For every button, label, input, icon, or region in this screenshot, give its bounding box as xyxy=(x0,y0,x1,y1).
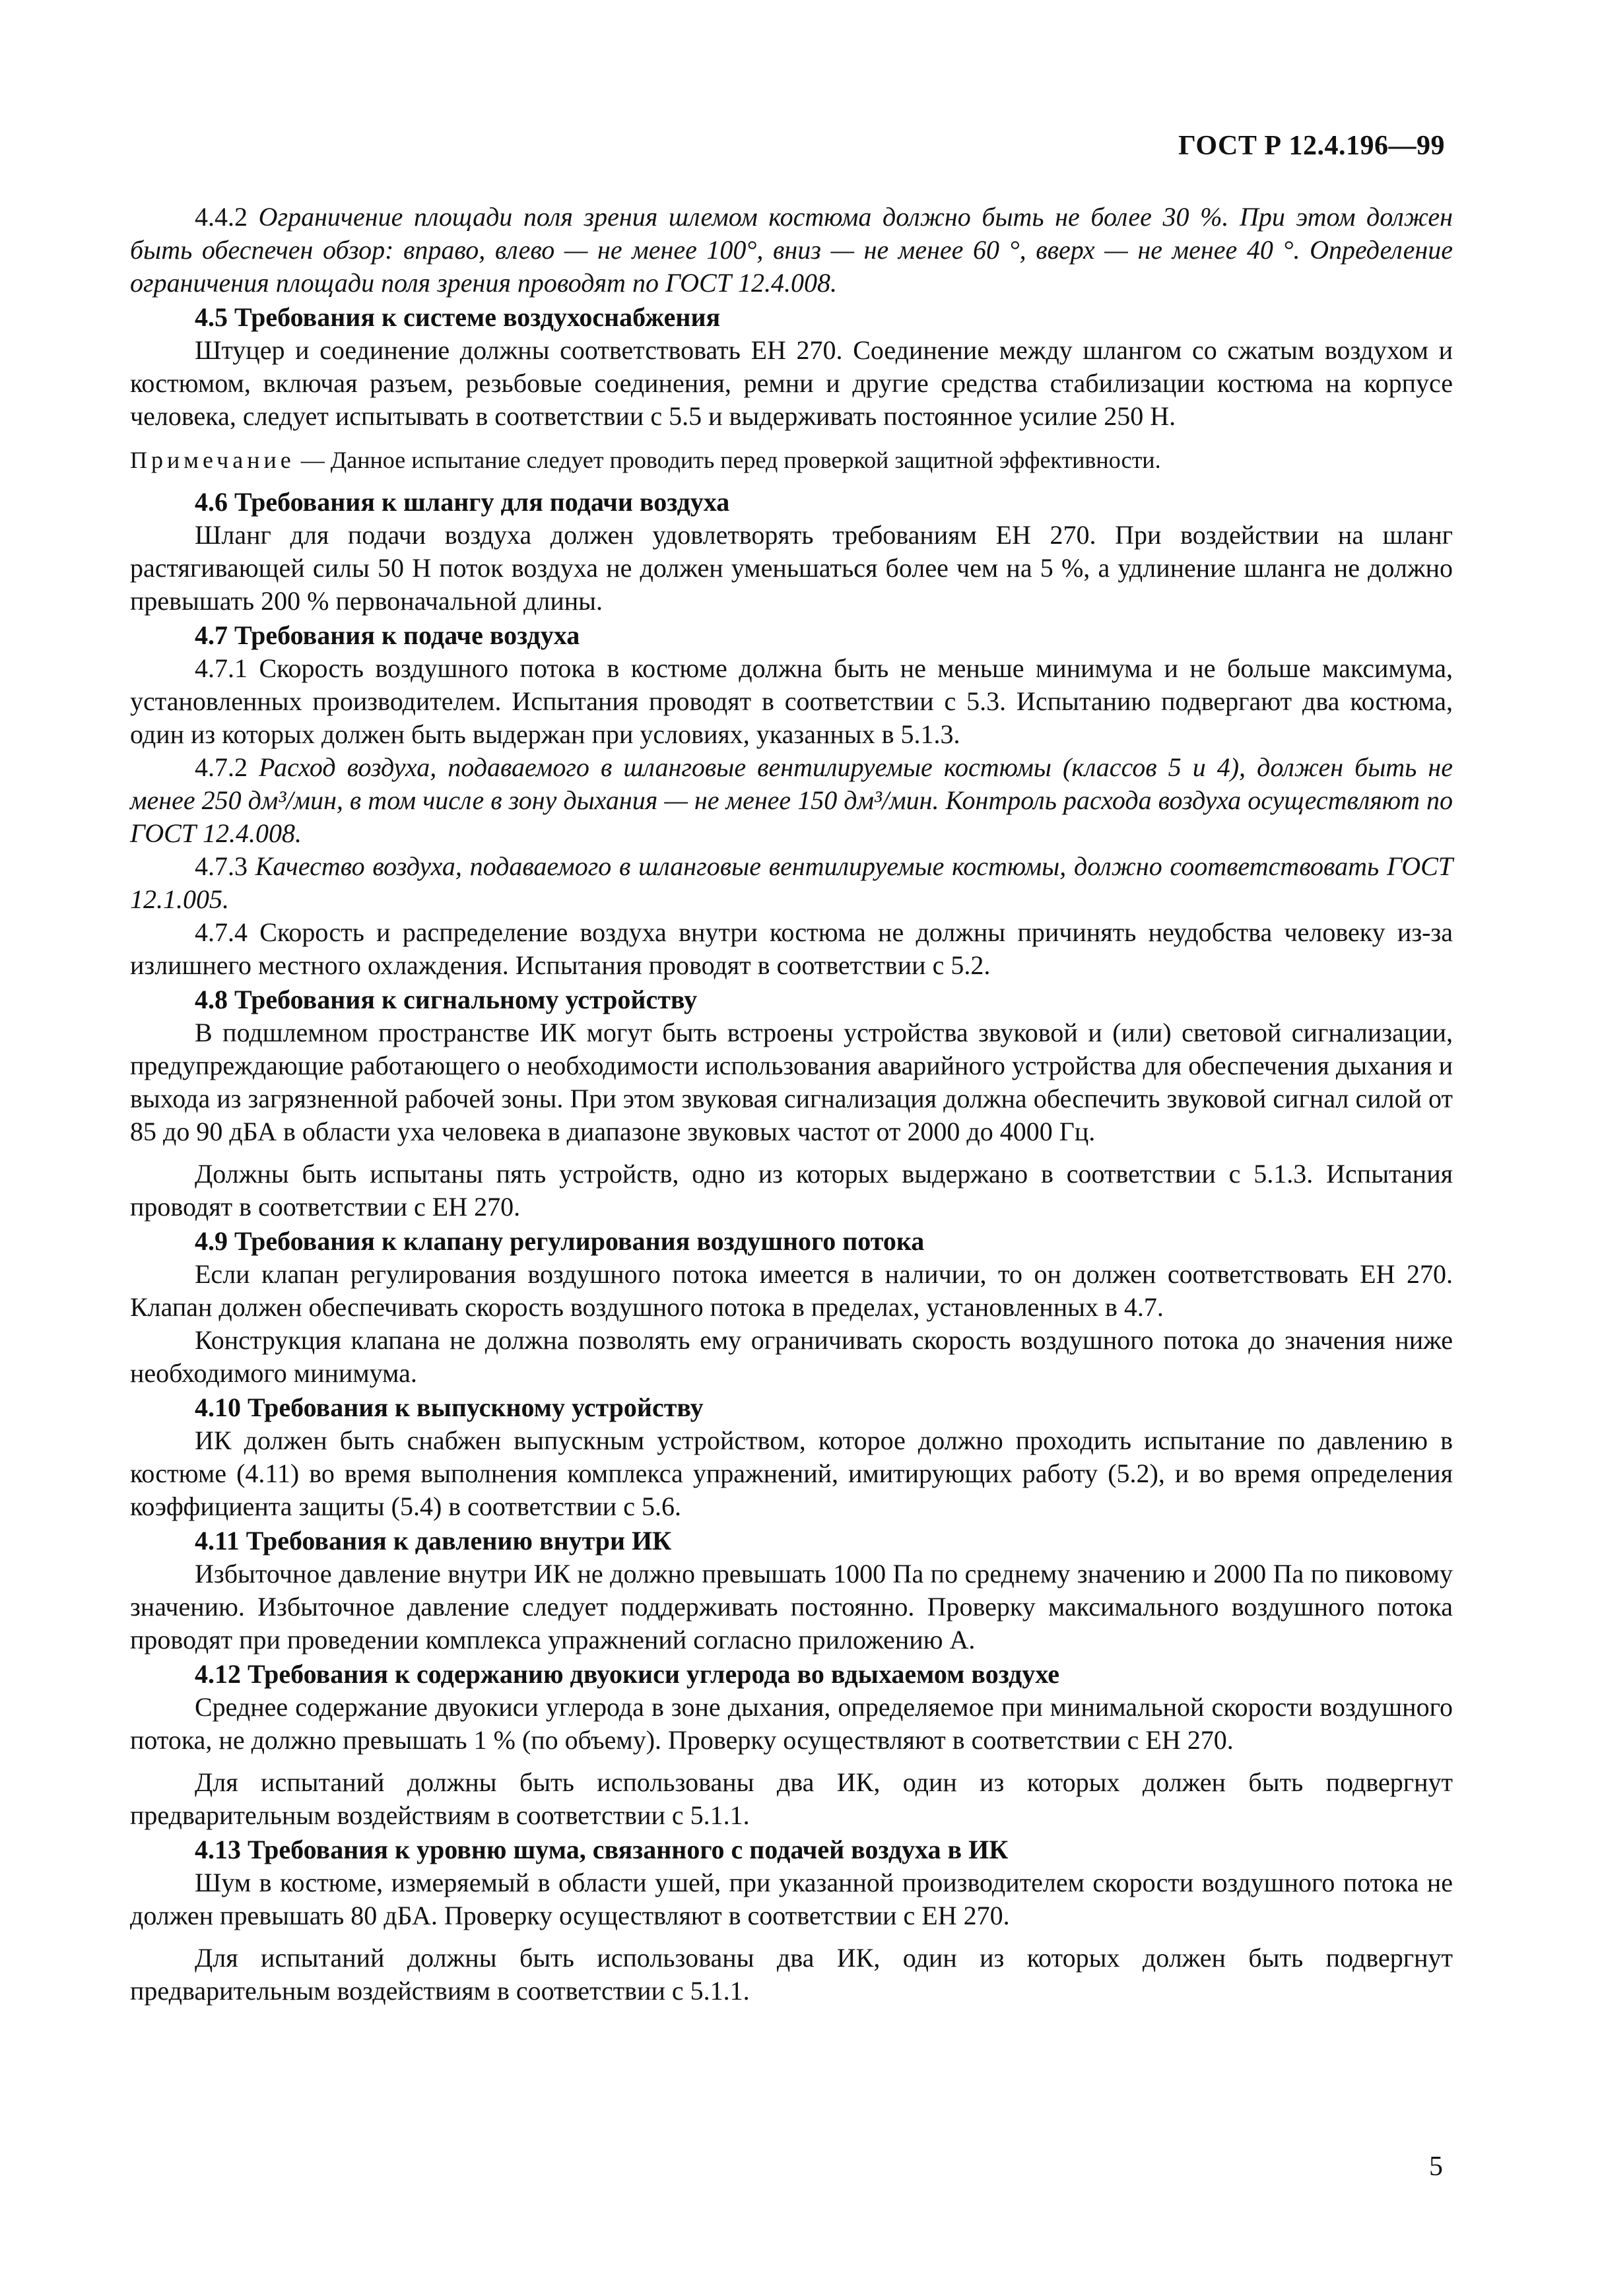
paragraph-4-5: Штуцер и соединение должны соответствовать ЕН 270. Соединение между шлангом со сжатым воздухом и костюмом, включая разъем, резьбовые соединения, ремни и другие средства стабилизации костюма на корпусе человека, следует испытывать в соответствии с 5.5 и выдерживать постоянное усилие 250 Н. xyxy=(130,335,1453,431)
clause-number: 4.4.2 xyxy=(195,202,259,232)
paragraph-4-7-2 xyxy=(130,751,1453,850)
page-number: 5 xyxy=(1429,2151,1443,2182)
note-label: Примечание xyxy=(130,447,295,473)
paragraph-4-7-3 xyxy=(130,850,1453,916)
clause-number: 4.7.3 xyxy=(195,851,255,881)
paragraph-4-8-b: Должны быть испытаны пять устройств, одно из которых выдержано в соответствии с 5.1.3. Испытания проводят в соответствии с ЕН 270. xyxy=(130,1159,1453,1222)
section-heading-4-5: 4.5 Требования к системе воздухоснабжения xyxy=(195,302,721,332)
paragraph-4-12-a: Среднее содержание двуокиси углерода в зоне дыхания, определяемое при минимальной скорости воздушного потока, не должно превышать 1 % (по объему). Проверку осуществляют в соответствии с ЕН 270. xyxy=(130,1692,1453,1755)
paragraph-4-9-b: Конструкция клапана не должна позволять ему ограничивать скорость воздушного потока до значения ниже необходимого минимума. xyxy=(130,1325,1453,1388)
paragraph-4-4-2 xyxy=(130,201,1453,300)
clause-number: 4.7.2 xyxy=(195,752,259,782)
paragraph-4-12-b: Для испытаний должны быть использованы два ИК, один из которых должен быть подвергнут предварительным воздействиям в соответствии с 5.1.1. xyxy=(130,1767,1453,1830)
section-heading-4-9: 4.9 Требования к клапану регулирования воздушного потока xyxy=(195,1226,925,1256)
section-heading-4-12: 4.12 Требования к содержанию двуокиси углерода во вдыхаемом воздухе xyxy=(195,1659,1060,1689)
document-body xyxy=(130,201,1453,2008)
section-heading-4-10: 4.10 Требования к выпускному устройству xyxy=(195,1393,704,1422)
clause-text: Качество воздуха, подаваемого в шланговые вентилируемые костюмы, должно соответствовать ГОСТ 12.1.005. xyxy=(130,851,1453,914)
paragraph-4-7-4: 4.7.4 Скорость и распределение воздуха внутри костюма не должны причинять неудобства человеку из-за излишнего местного охлаждения. Испытания проводят в соответствии с 5.2. xyxy=(130,917,1453,980)
note-text: — Данное испытание следует проводить перед проверкой защитной эффективности. xyxy=(294,447,1161,473)
paragraph-4-10: ИК должен быть снабжен выпускным устройством, которое должно проходить испытание по давлению в костюме (4.11) во время выполнения комплекса упражнений, имитирующих работу (5.2), и во время определения коэффициента защиты (5.4) в соответствии с 5.6. xyxy=(130,1426,1453,1521)
section-heading-4-6: 4.6 Требования к шлангу для подачи воздуха xyxy=(195,487,730,517)
clause-text: Расход воздуха, подаваемого в шланговые вентилируемые костюмы (классов 5 и 4), должен быть не менее 250 дм³/мин, в том числе в зону дыхания — не менее 150 дм³/мин. Контроль расхода воздуха осуществляют по ГОСТ 12.4.008. xyxy=(130,752,1453,848)
paragraph-4-13-a: Шум в костюме, измеряемый в области ушей, при указанной производителем скорости воздушного потока не должен превышать 80 дБА. Проверку осуществляют в соответствии с ЕН 270. xyxy=(130,1868,1453,1930)
section-heading-4-13: 4.13 Требования к уровню шума, связанного с подачей воздуха в ИК xyxy=(195,1835,1009,1864)
paragraph-4-8-a: В подшлемном пространстве ИК могут быть встроены устройства звуковой и (или) световой сигнализации, предупреждающие работающего о необходимости использования аварийного устройства для обеспечения дыхания и выхода из загрязненной рабочей зоны. При этом звуковая сигнализация должна обеспечить звуковой сигнал силой от 85 до 90 дБА в области уха человека в диапазоне звуковых частот от 2000 до 4000 Гц. xyxy=(130,1018,1453,1146)
paragraph-4-13-b: Для испытаний должны быть использованы два ИК, один из которых должен быть подвергнут предварительным воздействиям в соответствии с 5.1.1. xyxy=(130,1943,1453,2006)
paragraph-4-9-a: Если клапан регулирования воздушного потока имеется в наличии, то он должен соответствовать ЕН 270. Клапан должен обеспечивать скорость воздушного потока в пределах, установленных в 4.7. xyxy=(130,1259,1453,1322)
note xyxy=(130,443,1453,476)
paragraph-4-6: Шланг для подачи воздуха должен удовлетворять требованиям ЕН 270. При воздействии на шланг растягивающей силы 50 Н поток воздуха не должен уменьшаться более чем на 5 %, а удлинение шланга не должно превышать 200 % первоначальной длины. xyxy=(130,520,1453,616)
document-header: ГОСТ Р 12.4.196—99 xyxy=(1178,131,1445,161)
paragraph-4-11: Избыточное давление внутри ИК не должно превышать 1000 Па по среднему значению и 2000 Па по пиковому значению. Избыточное давление следует поддерживать постоянно. Проверку максимального воздушного потока проводят при проведении комплекса упражнений согласно приложению А. xyxy=(130,1559,1453,1655)
section-heading-4-7: 4.7 Требования к подаче воздуха xyxy=(195,620,580,650)
section-heading-4-11: 4.11 Требования к давлению внутри ИК xyxy=(195,1526,672,1556)
section-heading-4-8: 4.8 Требования к сигнальному устройству xyxy=(195,985,698,1014)
paragraph-4-7-1: 4.7.1 Скорость воздушного потока в костюме должна быть не меньше минимума и не больше максимума, установленных производителем. Испытания проводят в соответствии с 5.3. Испытанию подвергают два костюма, один из которых должен быть выдержан при условиях, указанных в 5.1.3. xyxy=(130,653,1453,749)
clause-text: Ограничение площади поля зрения шлемом костюма должно быть не более 30 %. При этом должен быть обеспечен обзор: вправо, влево — не менее 100°, вниз — не менее 60 °, вверх — не менее 40 °. Определение ограничения площади поля зрения проводят по ГОСТ 12.4.008. xyxy=(130,202,1453,298)
